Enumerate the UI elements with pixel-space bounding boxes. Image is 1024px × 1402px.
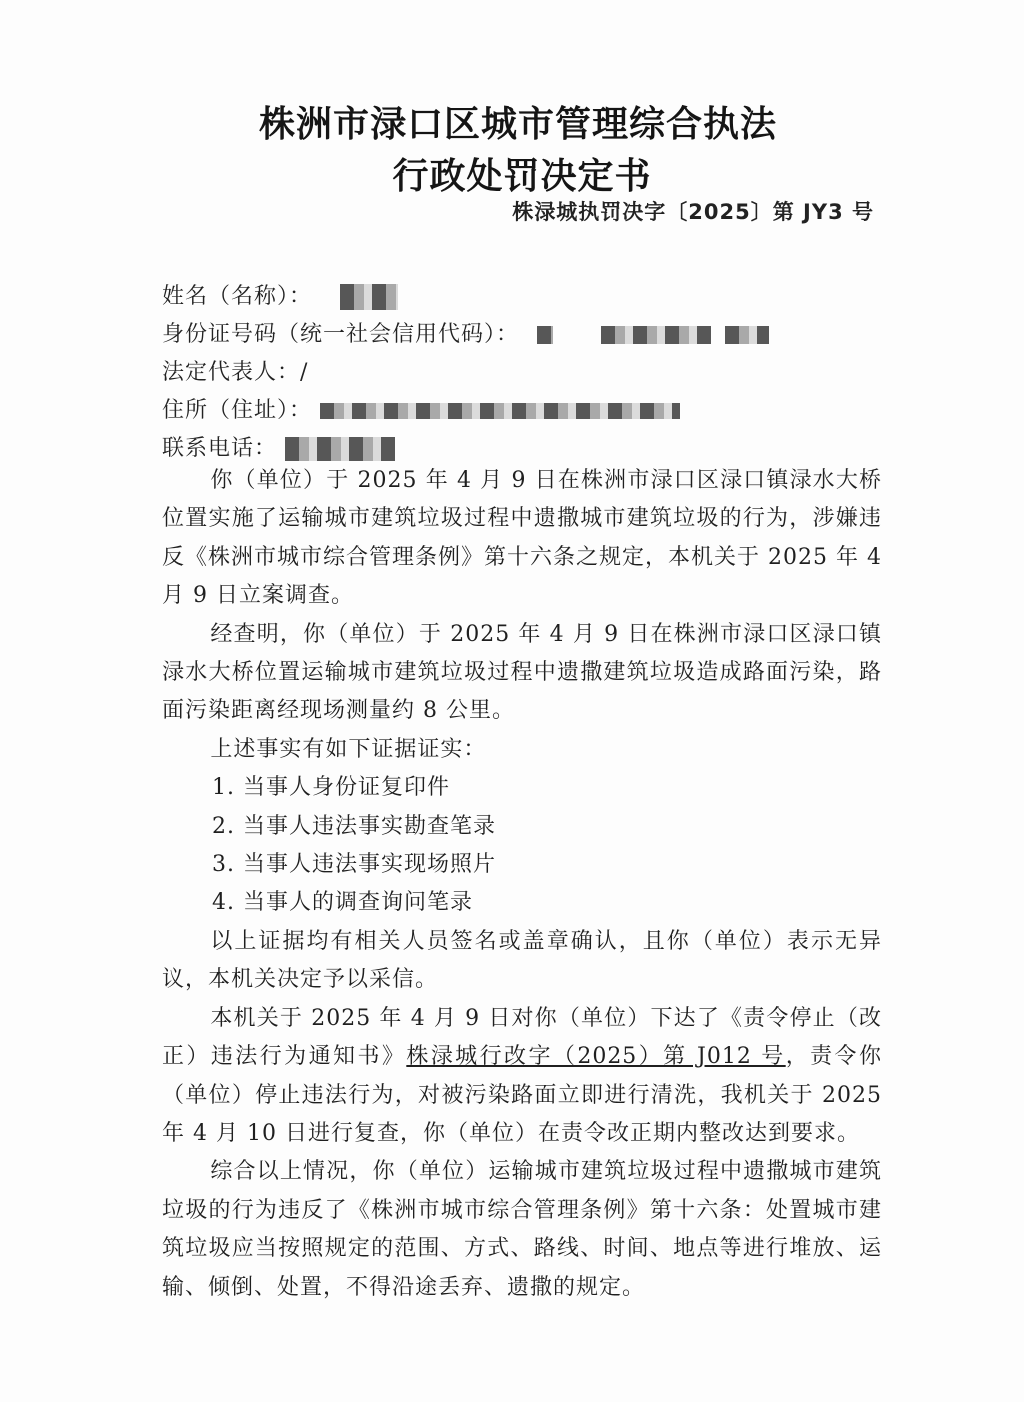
legal-rep-label: 法定代表人： [162, 360, 301, 385]
rectification-text-b: ，责令你（单位）停止违法行为，对被污染路面立即进行清洗，我机关于 2025 年 4 月 10 日进行复查，你（单位）在责令改正期内整改达到要求。 [162, 1044, 882, 1146]
redacted-id-2 [601, 326, 711, 344]
rectification-notice-number: 株渌城行改字（2025）第 J012 号 [406, 1044, 786, 1070]
name-label: 姓名（名称）： [162, 284, 313, 309]
evidence-item: 3. 当事人违法事实现场照片 [212, 852, 496, 878]
name-field [162, 279, 398, 310]
redacted-address [320, 403, 680, 419]
decision-body [162, 462, 882, 1307]
legal-rep-field [162, 355, 308, 386]
evidence-item: 4. 当事人的调查询问笔录 [212, 890, 473, 916]
redacted-id-1 [537, 326, 553, 344]
evidence-item: 2. 当事人违法事实勘查笔录 [212, 813, 496, 839]
evidence-item: 1. 当事人身份证复印件 [212, 775, 450, 801]
evidence-intro: 上述事实有如下证据证实： [210, 736, 487, 762]
redacted-id-3 [725, 326, 769, 344]
rectification-paragraph [162, 1000, 882, 1154]
evidence-acceptance-paragraph: 以上证据均有相关人员签名或盖章确认，且你（单位）表示无异议，本机关决定予以采信。 [162, 928, 882, 993]
redacted-name [340, 284, 398, 310]
id-number-label: 身份证号码（统一社会信用代码）： [162, 322, 520, 347]
document-title-line1: 株洲市渌口区城市管理综合执法 [258, 104, 777, 145]
document-number: 株渌城执罚决字〔2025〕第 JY3 号 [512, 200, 874, 224]
phone-field [162, 431, 395, 462]
case-filing-paragraph: 你（单位）于 2025 年 4 月 9 日在株洲市渌口区渌口镇渌水大桥位置实施了运输城市建筑垃圾过程中遗撒城市建筑垃圾的行为，涉嫌违反《株洲市城市综合管理条例》第十六条之规定，本机关于 2025 年 4 月 9 日立案调查。 [162, 468, 882, 609]
legal-rep-value: / [300, 360, 309, 385]
address-label: 住所（住址）： [162, 398, 313, 423]
rectification-text-a: 本机关于 2025 年 4 月 9 日对你（单位）下达了《责令停止（改正）违法行为通知书》 [162, 1005, 882, 1070]
address-field [162, 393, 680, 424]
conclusion-paragraph: 综合以上情况，你（单位）运输城市建筑垃圾过程中遗撒城市建筑垃圾的行为违反了《株洲市城市综合管理条例》第十六条：处置城市建筑垃圾应当按照规定的范围、方式、路线、时间、地点等进行堆放、运输、倾倒、处置，不得沿途丢弃、遗撒的规定。 [162, 1159, 882, 1300]
findings-paragraph: 经查明，你（单位）于 2025 年 4 月 9 日在株洲市渌口区渌口镇渌水大桥位置运输城市建筑垃圾过程中遗撒建筑垃圾造成路面污染，路面污染距离经现场测量约 8 公里。 [162, 621, 882, 724]
redacted-phone [285, 437, 395, 461]
phone-label: 联系电话： [162, 436, 278, 461]
document-title-line2: 行政处罚决定书 [392, 156, 652, 197]
id-number-field [162, 317, 769, 348]
